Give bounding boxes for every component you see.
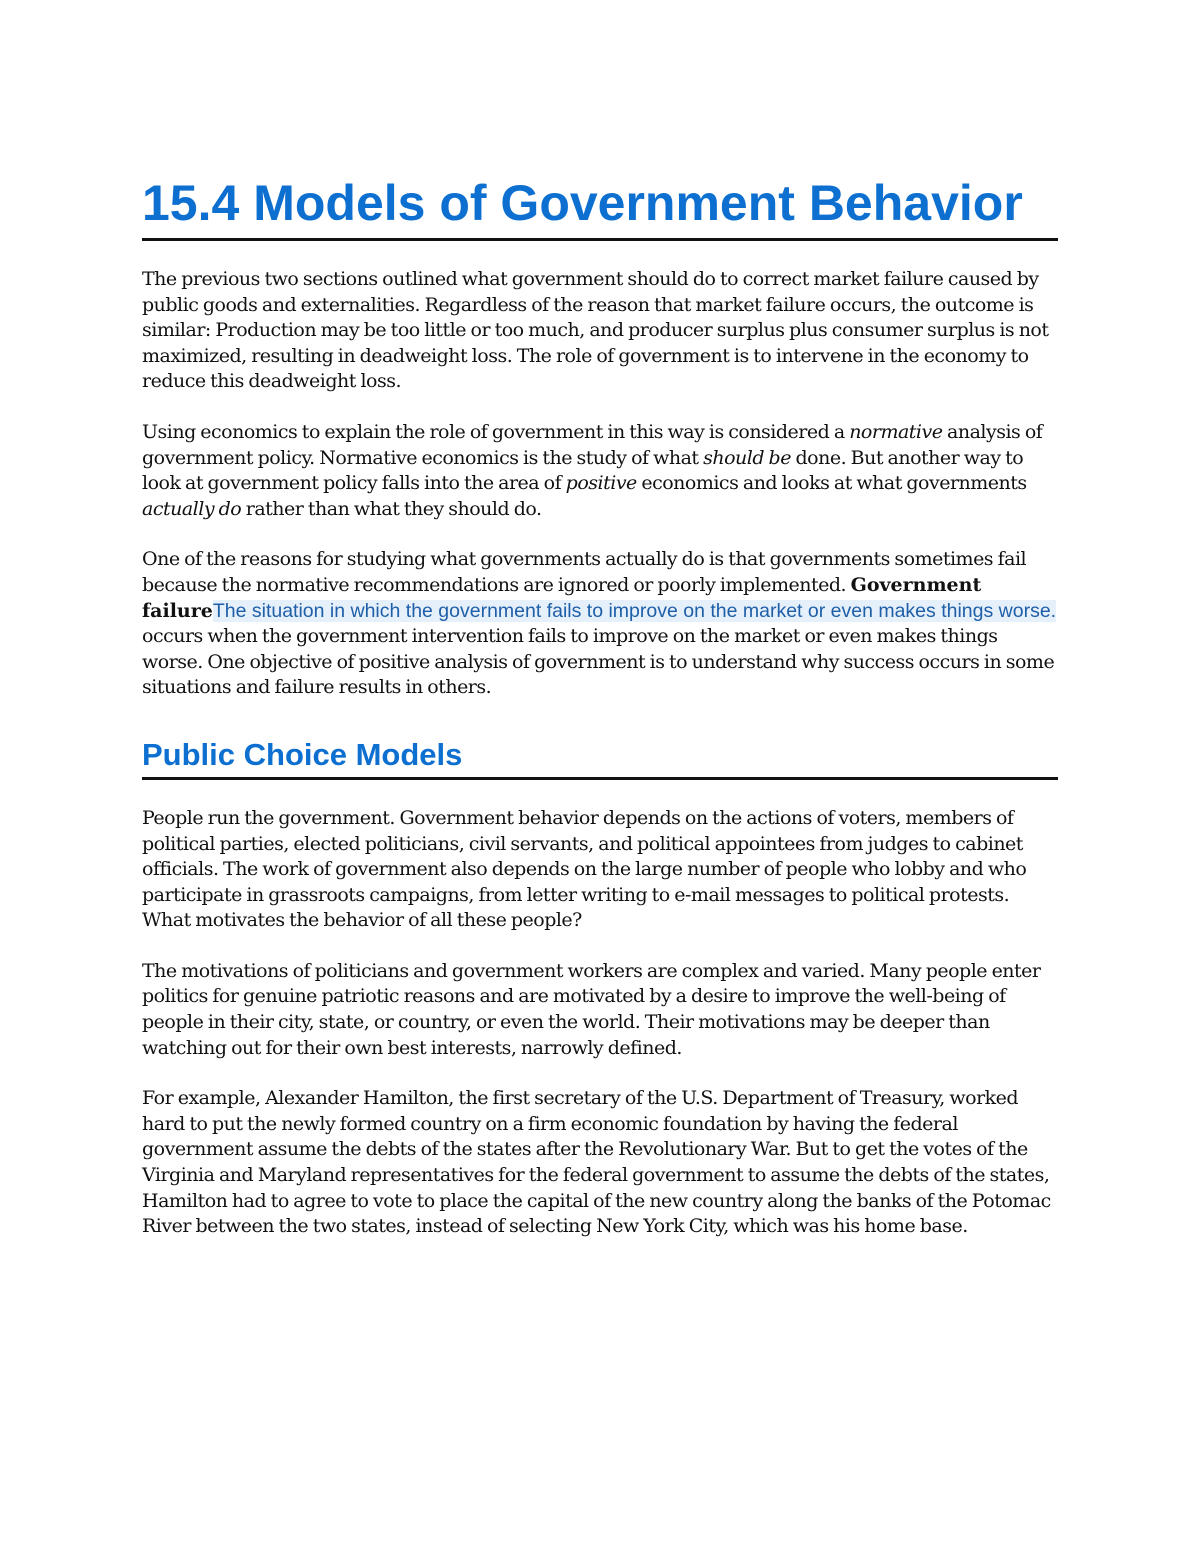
text-run: rather than what they should do. [241, 497, 542, 520]
emphasis-should-be: should be [703, 446, 791, 469]
text-run: analysis of government policy. Normative economics is the study of what [142, 420, 1043, 469]
paragraph-hamilton-example: For example, Alexander Hamilton, the first secretary of the U.S. Department of Treasury, worked hard to put the newly formed country on a firm economic foundation by having the federal government assume the debts of the states after the Revolutionary War. But to get the votes of the Virginia and Maryland representatives for the federal government to assume the debts of the states, Hamilton had to agree to vote to place the capital of the new country along the banks of the Potomac River between the two states, instead of selecting New York City, which was his home base. [142, 1087, 1051, 1238]
emphasis-actually-do: actually do [142, 497, 242, 520]
paragraph-government-failure [142, 547, 1058, 701]
text-run: Using economics to explain the role of government in this way is considered a [142, 420, 850, 443]
text-run: done. But another way to look at government policy falls into the area of [142, 446, 1024, 495]
page-title: 15.4 Models of Government Behavior [142, 170, 1058, 241]
inline-definition: The situation in which the government fails to improve on the market or even makes things worse. [212, 599, 1057, 622]
paragraph-normative-positive [142, 420, 1058, 522]
section-heading-public-choice: Public Choice Models [142, 735, 1058, 780]
text-run: occurs when the government intervention fails to improve on the market or even makes things worse. One objective of positive analysis of government is to understand why success occurs in some situations and failure results in others. [142, 625, 1055, 699]
document-page [142, 170, 1058, 1240]
emphasis-positive: positive [565, 472, 637, 495]
paragraph-intro: The previous two sections outlined what government should do to correct market failure caused by public goods and externalities. Regardless of the reason that market failure occurs, the outcome is similar: Production may be too little or too much, and producer surplus plus consumer surplus is not maximized, resulting in deadweight loss. The role of government is to intervene in the economy to reduce this deadweight loss. [142, 268, 1049, 393]
paragraph-people-run-government: People run the government. Government behavior depends on the actions of voters, members of political parties, elected politicians, civil servants, and political appointees from judges to cabinet officials. The work of government also depends on the large number of people who lobby and who participate in grassroots campaigns, from letter writing to e-mail messages to political protests. What motivates the behavior of all these people? [142, 806, 1027, 932]
key-term-government-failure[interactable]: Government failure [142, 573, 982, 622]
text-run: economics and looks at what governments [636, 472, 1027, 495]
text-run: One of the reasons for studying what governments actually do is that governments sometimes fail because the normative recommendations are ignored or poorly implemented. [142, 548, 1027, 596]
emphasis-normative: normative [849, 420, 943, 443]
paragraph-motivations: The motivations of politicians and government workers are complex and varied. Many people enter politics for genuine patriotic reasons and are motivated by a desire to improve the well-being of people in their city, state, or country, or even the world. Their motivations may be deeper than watching out for their own best interests, narrowly defined. [142, 959, 1041, 1059]
